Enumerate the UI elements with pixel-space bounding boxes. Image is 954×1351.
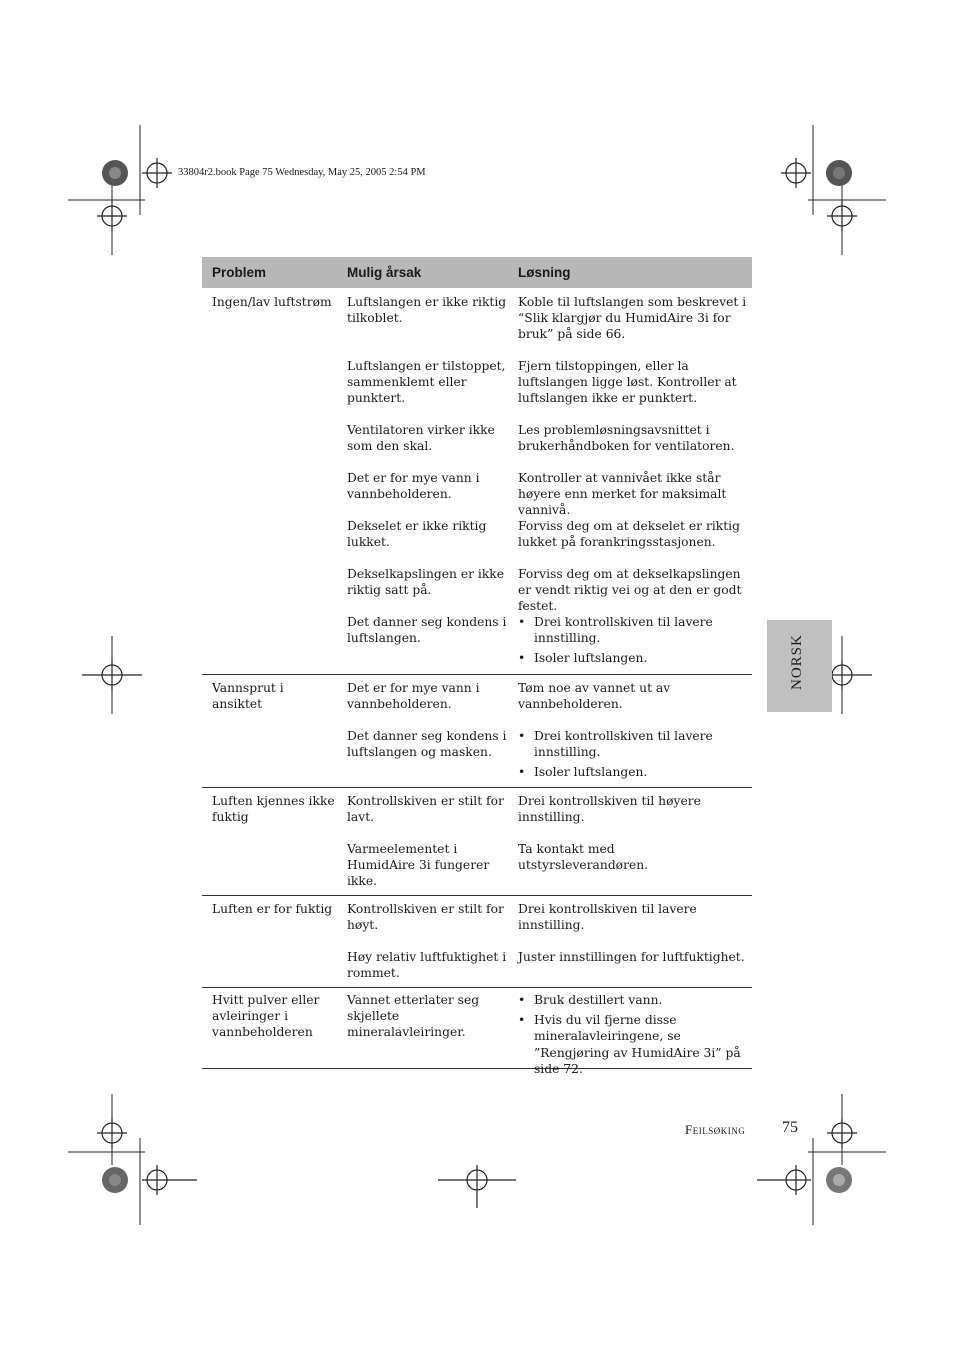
solution-cell: Tøm noe av vannet ut av vannbeholderen. [518, 681, 671, 712]
cause-cell: Dekselet er ikke riktig lukket. [347, 519, 487, 550]
troubleshooting-table [202, 257, 752, 1076]
solution-cell: Ta kontakt med utstyrsleverandøren. [518, 842, 649, 873]
list-item: • Bruk destillert vann. [518, 992, 748, 1008]
cause-cell: Luftslangen er ikke riktig tilkoblet. [347, 295, 507, 326]
solution-cell: Les problemløsningsavsnittet i brukerhåndboken for ventilatoren. [518, 423, 735, 454]
cause-cell: Dekselkapslingen er ikke riktig satt på. [347, 567, 505, 598]
solution-cell: Kontroller at vannivået ikke står høyere enn merket for maksimalt vannivå. [518, 471, 727, 518]
problem-cell: Hvitt pulver eller avleiringer i vannbeholderen [212, 993, 320, 1040]
solution-bullet-list [518, 614, 748, 671]
language-tab-label: NORSK [789, 634, 805, 690]
solution-cell: Forviss deg om at dekselkapslingen er vendt riktig vei og at den er godt festet. [518, 567, 742, 614]
cause-cell: Vannet etterlater seg skjellete mineralavleiringer. [347, 993, 480, 1040]
table-row [202, 988, 752, 1076]
table-row [202, 896, 752, 988]
footer-section-title: Feilsøking [685, 1122, 746, 1137]
language-side-tab [767, 620, 832, 712]
table-header-row [202, 257, 752, 288]
list-item: • Drei kontrollskiven til lavere innstilling. [518, 614, 748, 646]
solution-bullet-list [518, 992, 748, 1081]
list-item: • Drei kontrollskiven til lavere innstilling. [518, 728, 748, 760]
solution-bullet-list [518, 728, 748, 785]
table-row [202, 675, 752, 788]
problem-cell: Vannsprut i ansiktet [212, 681, 284, 712]
table-row [202, 788, 752, 896]
cause-cell: Kontrollskiven er stilt for høyt. [347, 902, 504, 933]
cause-cell: Det danner seg kondens i luftslangen. [347, 615, 507, 646]
cause-cell: Det er for mye vann i vannbeholderen. [347, 471, 480, 502]
list-item: • Isoler luftslangen. [518, 650, 748, 666]
solution-cell: Fjern tilstoppingen, eller la luftslangen ligge løst. Kontroller at luftslangen ikke er punktert. [518, 359, 737, 406]
problem-cell: Luften er for fuktig [212, 902, 333, 916]
cause-cell: Det er for mye vann i vannbeholderen. [347, 681, 480, 712]
list-item: • Isoler luftslangen. [518, 764, 748, 780]
file-info-line: 33804r2.book Page 75 Wednesday, May 25, 2005 2:54 PM [178, 167, 426, 178]
cause-cell: Ventilatoren virker ikke som den skal. [347, 423, 495, 454]
solution-cell: Forviss deg om at dekselet er riktig lukket på forankringsstasjonen. [518, 519, 740, 550]
solution-cell: Koble til luftslangen som beskrevet i “Slik klargjør du HumidAire 3i for bruk” på side 66. [518, 295, 747, 342]
cause-cell: Luftslangen er tilstoppet, sammenklemt eller punktert. [347, 359, 506, 406]
column-header-cause: Mulig årsak [347, 265, 422, 280]
solution-cell: Drei kontrollskiven til høyere innstilling. [518, 794, 701, 825]
table-row [202, 288, 752, 675]
column-header-solution: Løsning [518, 265, 571, 280]
list-item: • Hvis du vil fjerne disse mineralavleiringene, se ”Rengjøring av HumidAire 3i” på side 72. [518, 1012, 748, 1077]
problem-cell: Luften kjennes ikke fuktig [212, 794, 335, 825]
solution-cell: Juster innstillingen for luftfuktighet. [518, 950, 745, 964]
cause-cell: Varmeelementet i HumidAire 3i fungerer ikke. [347, 842, 490, 889]
cause-cell: Høy relativ luftfuktighet i rommet. [347, 950, 507, 981]
column-header-problem: Problem [212, 265, 267, 280]
page-number: 75 [782, 1119, 798, 1136]
cause-cell: Det danner seg kondens i luftslangen og masken. [347, 729, 507, 760]
solution-cell: Drei kontrollskiven til lavere innstilling. [518, 902, 697, 933]
cause-cell: Kontrollskiven er stilt for lavt. [347, 794, 504, 825]
problem-cell: Ingen/lav luftstrøm [212, 295, 332, 309]
